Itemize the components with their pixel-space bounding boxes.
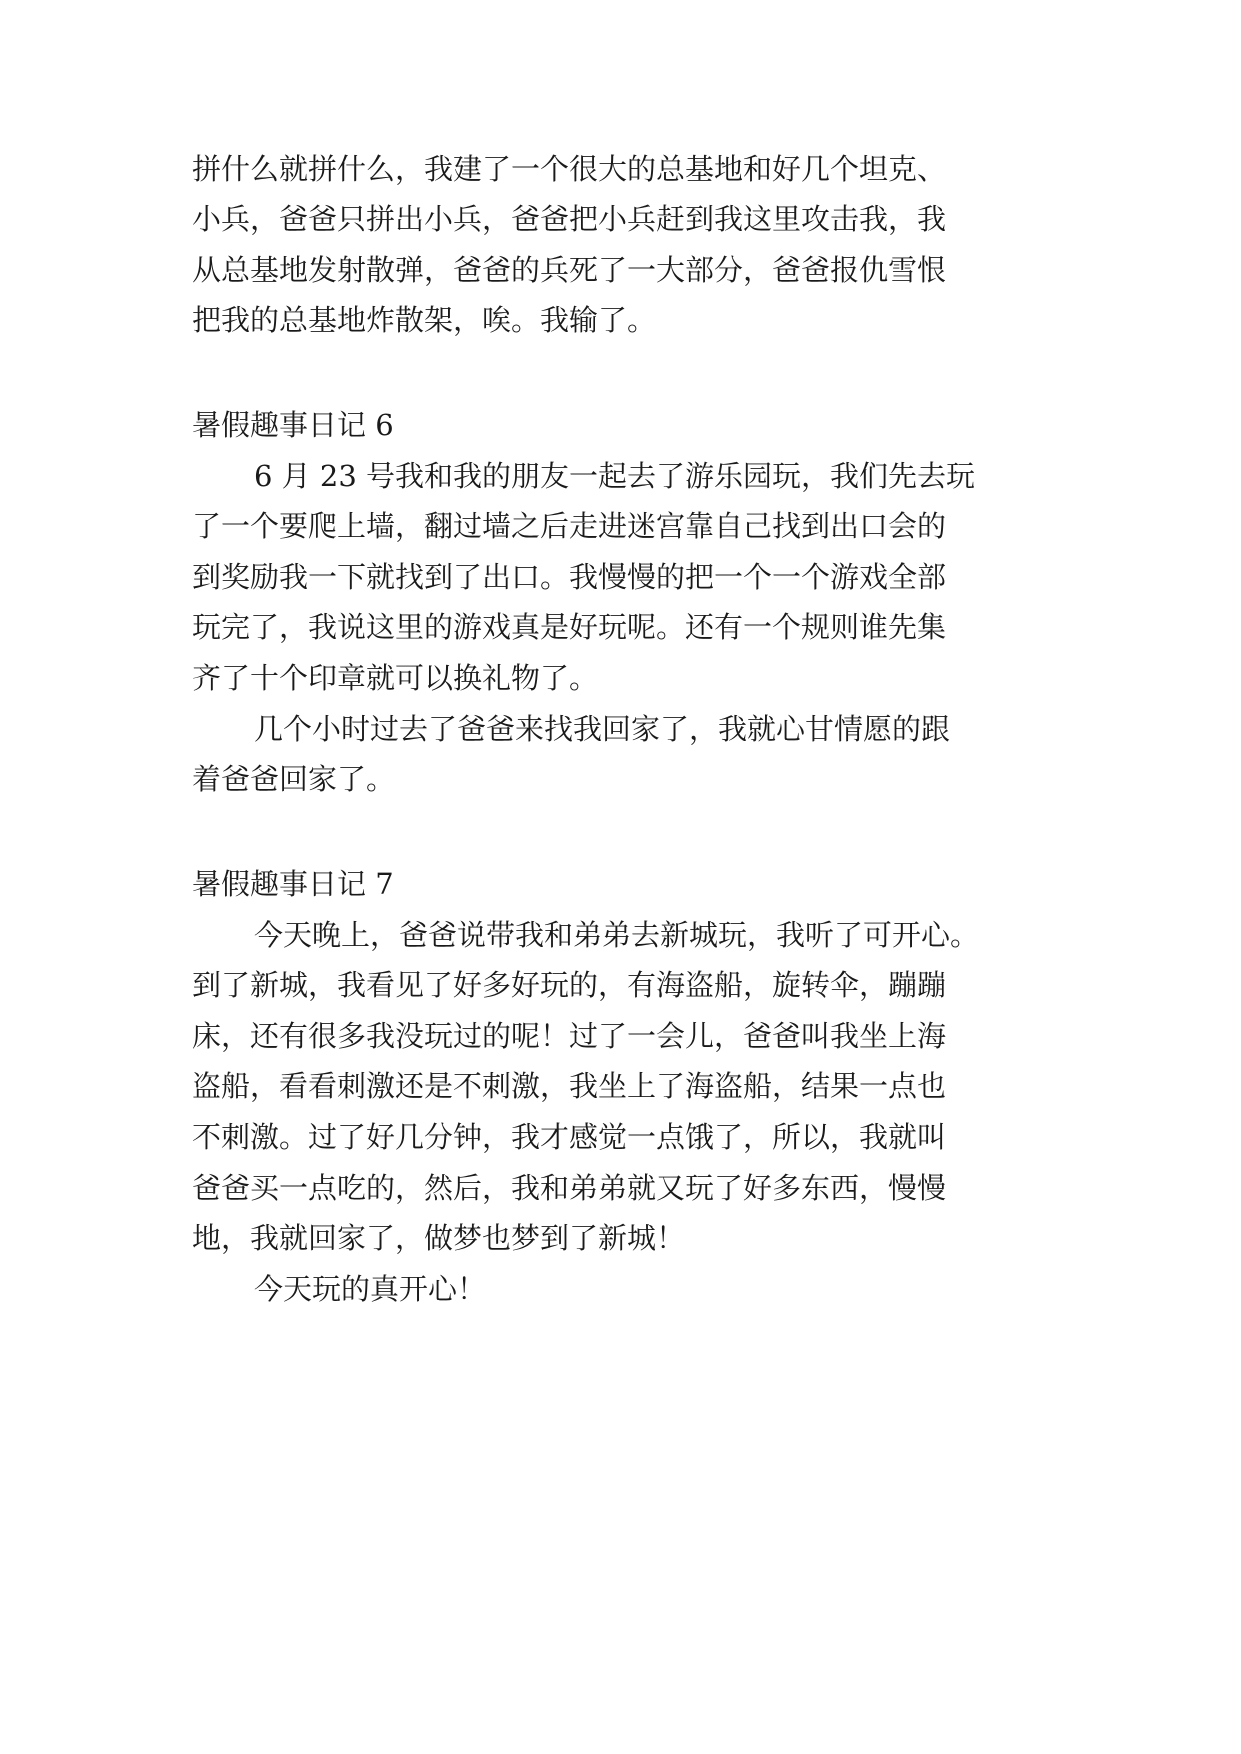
paragraph-line: 到奖励我一下就找到了出口。我慢慢的把一个一个游戏全部	[192, 560, 947, 594]
paragraph-line: 今天晚上，爸爸说带我和弟弟去新城玩，我听了可开心。	[254, 918, 980, 952]
paragraph-line: 了一个要爬上墙，翻过墙之后走进迷宫靠自己找到出口会的	[192, 509, 947, 543]
paragraph-line: 拼什么就拼什么，我建了一个很大的总基地和好几个坦克、	[192, 152, 947, 186]
section-title: 暑假趣事日记 7	[192, 867, 394, 901]
paragraph-line: 6 月 23 号我和我的朋友一起去了游乐园玩，我们先去玩	[254, 459, 976, 493]
paragraph-line: 爸爸买一点吃的，然后，我和弟弟就又玩了好多东西，慢慢	[192, 1171, 947, 1205]
section-title: 暑假趣事日记 6	[192, 408, 394, 442]
paragraph-line: 齐了十个印章就可以换礼物了。	[192, 661, 599, 695]
paragraph-line: 不刺激。过了好几分钟，我才感觉一点饿了，所以，我就叫	[192, 1120, 947, 1154]
paragraph-line: 今天玩的真开心！	[254, 1272, 487, 1306]
paragraph-line: 把我的总基地炸散架，唉。我输了。	[192, 303, 657, 337]
paragraph-line: 几个小时过去了爸爸来找我回家了，我就心甘情愿的跟	[254, 712, 951, 746]
paragraph-line: 床，还有很多我没玩过的呢！过了一会儿，爸爸叫我坐上海	[192, 1019, 947, 1053]
paragraph-line: 从总基地发射散弹，爸爸的兵死了一大部分，爸爸报仇雪恨	[192, 253, 947, 287]
paragraph-line: 玩完了，我说这里的游戏真是好玩呢。还有一个规则谁先集	[192, 610, 947, 644]
paragraph-line: 到了新城，我看见了好多好玩的，有海盗船，旋转伞，蹦蹦	[192, 968, 947, 1002]
paragraph-line: 盗船，看看刺激还是不刺激，我坐上了海盗船，结果一点也	[192, 1069, 947, 1103]
paragraph-line: 小兵，爸爸只拼出小兵，爸爸把小兵赶到我这里攻击我，我	[192, 202, 947, 236]
paragraph-line: 着爸爸回家了。	[192, 762, 396, 796]
paragraph-line: 地，我就回家了，做梦也梦到了新城！	[192, 1221, 686, 1255]
